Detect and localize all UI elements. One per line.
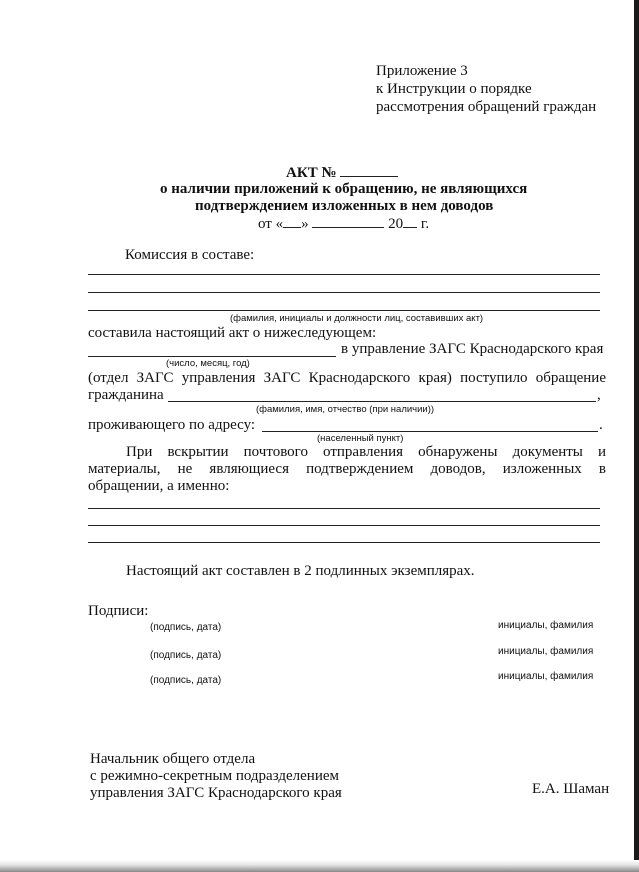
date-suffix: г. <box>420 216 430 232</box>
address-period: . <box>599 417 603 433</box>
address-line <box>262 431 598 432</box>
commission-label: Комиссия в составе: <box>125 247 255 263</box>
appendix-line-1: Приложение 3 <box>376 63 468 79</box>
commission-line-2 <box>88 292 600 293</box>
commission-line-1 <box>88 274 600 275</box>
paragraph-line-1: При вскрытии почтового отправления обнаружены документы и <box>126 444 606 460</box>
citizen-name-line <box>168 401 596 402</box>
signature-slot: (подпись, дата) <box>150 650 222 661</box>
date-received-line <box>88 356 336 357</box>
locality-caption: (населенный пункт) <box>317 433 404 444</box>
composed-text: составила настоящий акт о нижеследующем: <box>88 325 377 341</box>
footer-line-1: Начальник общего отдела <box>90 751 256 767</box>
month-blank <box>312 214 384 228</box>
title-line-1: о наличии приложений к обращению, не являющихся <box>160 181 528 197</box>
initials-slot: инициалы, фамилия <box>498 620 594 631</box>
address-label: проживающего по адресу: <box>88 417 256 433</box>
commission-line-3 <box>88 310 600 311</box>
appendix-line-2: к Инструкции о порядке <box>376 81 532 97</box>
items-line-3 <box>88 542 600 543</box>
items-line-2 <box>88 525 600 526</box>
copies-text: Настоящий акт составлен в 2 подлинных экземплярах. <box>126 563 475 579</box>
footer-line-2: с режимно-секретным подразделением <box>90 768 339 784</box>
date-prefix: от « <box>258 216 284 232</box>
initials-slot: инициалы, фамилия <box>498 671 594 682</box>
citizen-name-caption: (фамилия, имя, отчество (при наличии)) <box>256 404 435 415</box>
act-label: АКТ № <box>286 165 337 181</box>
act-number-blank <box>340 163 398 177</box>
signature-slot: (подпись, дата) <box>150 675 222 686</box>
registry-text: в управление ЗАГС Краснодарского края <box>341 341 604 357</box>
date-received-caption: (число, месяц, год) <box>166 358 250 369</box>
day-blank <box>283 214 301 228</box>
signature-slot: (подпись, дата) <box>150 622 222 633</box>
signatures-label: Подписи: <box>88 603 149 619</box>
items-line-1 <box>88 508 600 509</box>
date-year: 20 <box>388 216 404 232</box>
appendix-line-3: рассмотрения обращений граждан <box>376 99 597 115</box>
scan-right-border <box>634 0 639 872</box>
title-line-2: подтверждением изложенных в нем доводов <box>195 198 494 214</box>
initials-slot: инициалы, фамилия <box>498 646 594 657</box>
date-mid: » <box>301 216 309 232</box>
signer-name: Е.А. Шаман <box>532 781 610 797</box>
citizen-comma: , <box>597 387 601 403</box>
department-line: (отдел ЗАГС управления ЗАГС Краснодарского края) поступило обращение <box>88 370 606 386</box>
paragraph-line-2: материалы, не являющиеся подтверждением доводов, изложенных в <box>88 461 606 477</box>
scan-bottom-shadow <box>0 860 639 872</box>
footer-line-3: управления ЗАГС Краснодарского края <box>90 785 342 801</box>
act-date <box>258 214 429 233</box>
paragraph-line-3: обращении, а именно: <box>88 478 230 494</box>
year-blank <box>403 214 417 228</box>
act-title <box>286 163 398 182</box>
commission-caption: (фамилия, инициалы и должности лиц, составивших акт) <box>230 313 484 324</box>
citizen-label: гражданина <box>88 387 164 403</box>
